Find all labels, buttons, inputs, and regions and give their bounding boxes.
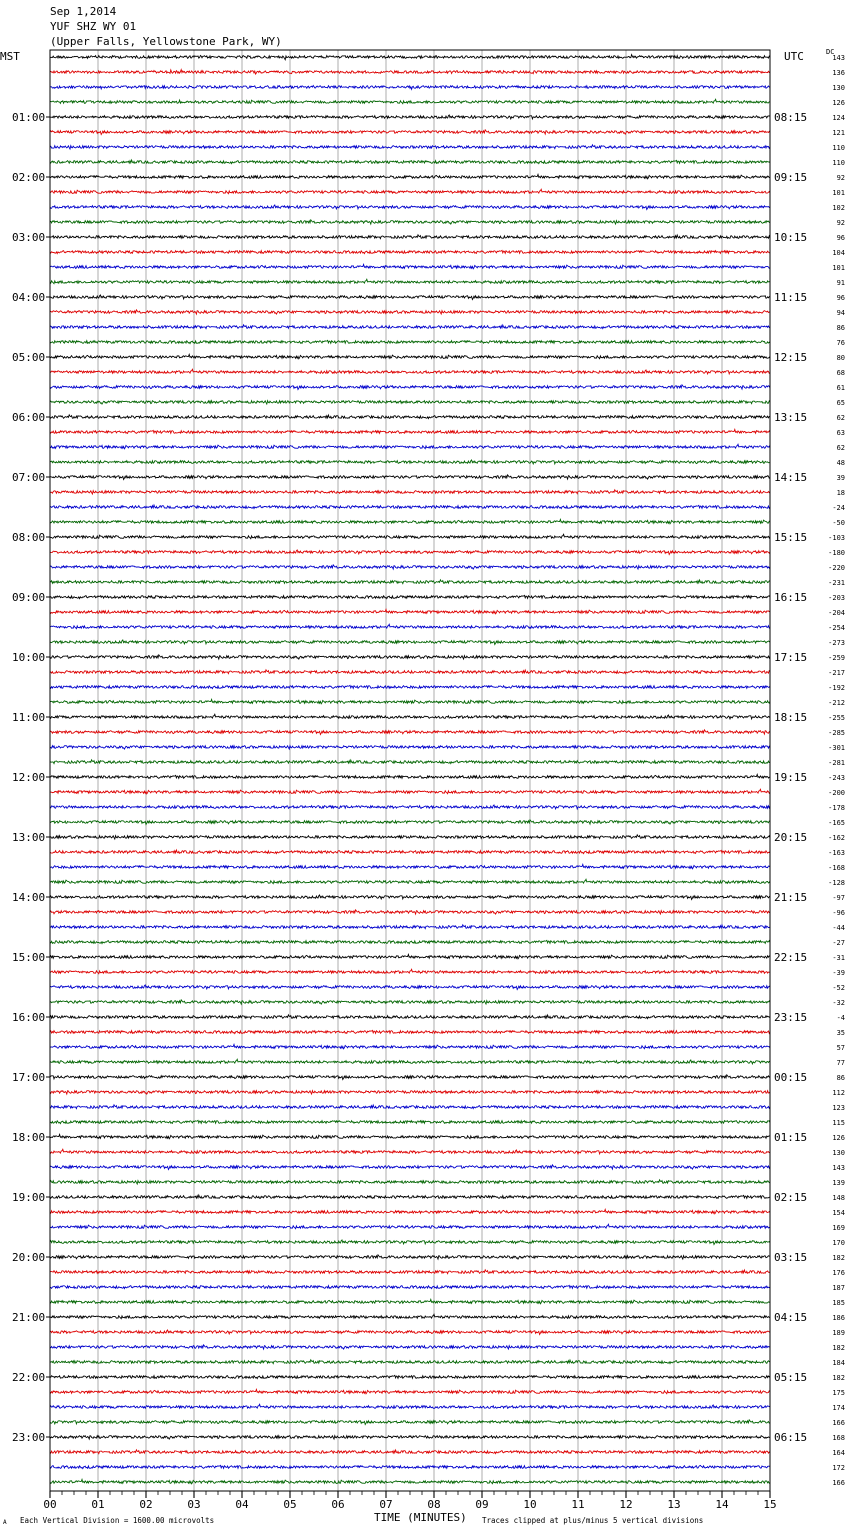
trace-row — [50, 580, 770, 584]
dc-offset-value: -212 — [828, 699, 845, 707]
clip-note: Traces clipped at plus/minus 5 vertical divisions — [482, 1516, 704, 1525]
dc-offset-value: 86 — [836, 324, 845, 332]
trace-row — [50, 429, 770, 433]
dc-offset-value: -281 — [828, 759, 845, 767]
trace-row — [50, 205, 770, 210]
trace-row — [50, 460, 770, 464]
trace-row — [50, 1465, 770, 1468]
trace-row — [50, 640, 770, 645]
x-tick-label: 04 — [235, 1498, 249, 1511]
mst-hour-label: 03:00 — [12, 231, 46, 244]
mst-hour-label: 09:00 — [12, 591, 46, 604]
trace-row — [50, 1270, 770, 1274]
left-timezone-label: MST — [0, 50, 20, 63]
trace-row — [50, 1285, 770, 1288]
dc-offset-value: 126 — [832, 1134, 845, 1142]
trace-row — [50, 864, 770, 868]
dc-offset-value: 184 — [832, 1359, 845, 1367]
dc-offset-value: -4 — [836, 1014, 845, 1022]
trace-row — [50, 1015, 770, 1019]
trace-row — [50, 699, 770, 703]
trace-row — [50, 850, 770, 854]
dc-offset-value: 115 — [832, 1119, 845, 1127]
mst-hour-label: 10:00 — [12, 651, 46, 664]
trace-row — [50, 1165, 770, 1170]
dc-offset-value: 94 — [836, 309, 845, 317]
utc-hour-label: 02:15 — [774, 1191, 808, 1204]
mst-hour-label: 22:00 — [12, 1371, 46, 1384]
mst-hour-label: 07:00 — [12, 471, 46, 484]
trace-row — [50, 1044, 770, 1048]
utc-hour-label: 03:15 — [774, 1251, 808, 1264]
utc-hour-label: 00:15 — [774, 1071, 808, 1084]
trace-row — [50, 1240, 770, 1245]
x-tick-label: 03 — [187, 1498, 201, 1511]
x-tick-label: 00 — [43, 1498, 57, 1511]
dc-offset-value: -285 — [828, 729, 845, 737]
trace-row — [50, 115, 770, 119]
dc-offset-value: 48 — [836, 459, 845, 467]
dc-offset-value: -192 — [828, 684, 845, 692]
mst-hour-label: 05:00 — [12, 351, 46, 364]
trace-row — [50, 925, 770, 929]
dc-offset-value: 126 — [832, 99, 845, 107]
trace-row — [50, 250, 770, 253]
trace-row — [50, 401, 770, 404]
trace-row — [50, 505, 770, 509]
trace-row — [50, 490, 770, 494]
utc-hour-label: 16:15 — [774, 591, 808, 604]
trace-row — [50, 969, 770, 973]
utc-hour-label: 18:15 — [774, 711, 808, 724]
trace-row — [50, 1075, 770, 1080]
trace-row — [50, 1149, 770, 1154]
utc-hour-label: 08:15 — [774, 111, 808, 124]
trace-row — [50, 1091, 770, 1094]
trace-row — [50, 1000, 770, 1004]
trace-row — [50, 1420, 770, 1425]
trace-row — [50, 1314, 770, 1318]
dc-offset-value: -32 — [832, 999, 845, 1007]
x-tick-label: 12 — [619, 1498, 633, 1511]
x-tick-label: 07 — [379, 1498, 393, 1511]
dc-offset-value: 170 — [832, 1239, 845, 1247]
trace-row — [50, 264, 770, 268]
utc-hour-label: 15:15 — [774, 531, 808, 544]
dc-offset-value: -259 — [828, 654, 845, 662]
trace-row — [50, 954, 770, 958]
utc-hour-label: 09:15 — [774, 171, 808, 184]
dc-offset-value: -31 — [832, 954, 845, 962]
utc-hour-label: 06:15 — [774, 1431, 808, 1444]
utc-hour-label: 10:15 — [774, 231, 808, 244]
dc-offset-value: -52 — [832, 984, 845, 992]
dc-offset-value: 166 — [832, 1479, 845, 1487]
trace-row — [50, 1224, 770, 1228]
trace-row — [50, 1059, 770, 1064]
dc-offset-value: -220 — [828, 564, 845, 572]
trace-row — [50, 879, 770, 883]
dc-offset-value: 92 — [836, 219, 845, 227]
mst-hour-label: 14:00 — [12, 891, 46, 904]
trace-row — [50, 1120, 770, 1123]
dc-offset-value: 182 — [832, 1374, 845, 1382]
dc-offset-value: -203 — [828, 594, 845, 602]
dc-offset-value: 101 — [832, 189, 845, 197]
trace-row — [50, 130, 770, 135]
station-location: (Upper Falls, Yellowstone Park, WY) — [50, 35, 282, 48]
trace-row — [50, 1134, 770, 1138]
dc-offset-value: 35 — [836, 1029, 845, 1037]
dc-offset-value: -273 — [828, 639, 845, 647]
trace-row — [50, 160, 770, 164]
trace-row — [50, 189, 770, 193]
mst-hour-label: 06:00 — [12, 411, 46, 424]
trace-row — [50, 1375, 770, 1378]
trace-row — [50, 519, 770, 523]
trace-row — [50, 369, 770, 374]
utc-hour-label: 13:15 — [774, 411, 808, 424]
trace-row — [50, 475, 770, 480]
utc-hour-label: 12:15 — [774, 351, 808, 364]
dc-offset-value: 175 — [832, 1389, 845, 1397]
dc-offset-value: 136 — [832, 69, 845, 77]
x-tick-label: 14 — [715, 1498, 729, 1511]
trace-row — [50, 820, 770, 825]
dc-offset-value: 39 — [836, 474, 845, 482]
dc-offset-value: 63 — [836, 429, 845, 437]
trace-row — [50, 70, 770, 75]
dc-offset-value: 148 — [832, 1194, 845, 1202]
utc-hour-label: 20:15 — [774, 831, 808, 844]
trace-row — [50, 325, 770, 329]
dc-offset-value: -178 — [828, 804, 845, 812]
utc-hour-label: 22:15 — [774, 951, 808, 964]
dc-offset-value: 182 — [832, 1344, 845, 1352]
mst-hour-label: 20:00 — [12, 1251, 46, 1264]
dc-offset-value: 174 — [832, 1404, 845, 1412]
dc-offset-value: 121 — [832, 129, 845, 137]
trace-row — [50, 220, 770, 224]
dc-offset-value: -162 — [828, 834, 845, 842]
mst-hour-label: 19:00 — [12, 1191, 46, 1204]
x-tick-label: 08 — [427, 1498, 441, 1511]
dc-offset-value: 92 — [836, 174, 845, 182]
trace-row — [50, 1404, 770, 1408]
utc-hour-label: 11:15 — [774, 291, 808, 304]
seismic-traces — [50, 55, 770, 1484]
dc-offset-value: -96 — [832, 909, 845, 917]
x-tick-label: 01 — [91, 1498, 105, 1511]
dc-offset-value: -168 — [828, 864, 845, 872]
dc-offset-value: 187 — [832, 1284, 845, 1292]
mst-hour-label: 23:00 — [12, 1431, 46, 1444]
time-axis — [43, 1491, 776, 1511]
corner-mark: A — [3, 1519, 7, 1526]
trace-row — [50, 1209, 770, 1213]
trace-row — [50, 1330, 770, 1335]
trace-row — [50, 985, 770, 990]
dc-offset-value: 86 — [836, 1074, 845, 1082]
x-tick-label: 09 — [475, 1498, 489, 1511]
utc-hour-label: 23:15 — [774, 1011, 808, 1024]
utc-hour-label: 01:15 — [774, 1131, 808, 1144]
dc-offset-value: -255 — [828, 714, 845, 722]
trace-row — [50, 595, 770, 598]
dc-offset-value: -50 — [832, 519, 845, 527]
x-axis-title: TIME (MINUTES) — [374, 1511, 467, 1524]
utc-hour-label: 17:15 — [774, 651, 808, 664]
dc-offset-value: 62 — [836, 414, 845, 422]
trace-row — [50, 1345, 770, 1349]
trace-row — [50, 910, 770, 914]
dc-offset-value: -163 — [828, 849, 845, 857]
trace-row — [50, 895, 770, 900]
trace-row — [50, 1255, 770, 1259]
dc-offset-value: -97 — [832, 894, 845, 902]
utc-hour-label: 04:15 — [774, 1311, 808, 1324]
dc-offset-value: 143 — [832, 1164, 845, 1172]
dc-offset-value: 169 — [832, 1224, 845, 1232]
mst-hour-label: 04:00 — [12, 291, 46, 304]
trace-row — [50, 746, 770, 749]
dc-offset-value: -165 — [828, 819, 845, 827]
scale-note: Each Vertical Division = 1600.00 microvolts — [20, 1516, 215, 1525]
trace-row — [50, 1360, 770, 1364]
trace-row — [50, 805, 770, 809]
x-tick-label: 02 — [139, 1498, 153, 1511]
trace-row — [50, 99, 770, 103]
trace-row — [50, 174, 770, 178]
trace-row — [50, 534, 770, 538]
mst-hour-label: 11:00 — [12, 711, 46, 724]
trace-row — [50, 1105, 770, 1109]
dc-offset-value: 143 — [832, 54, 845, 62]
dc-offset-value: -103 — [828, 534, 845, 542]
mst-hour-label: 21:00 — [12, 1311, 46, 1324]
trace-row — [50, 86, 770, 90]
trace-row — [50, 774, 770, 778]
trace-row — [50, 685, 770, 688]
dc-offset-value: 164 — [832, 1449, 845, 1457]
trace-row — [50, 340, 770, 343]
dc-offset-value: -44 — [832, 924, 845, 932]
dc-offset-value: 104 — [832, 249, 845, 257]
mst-hour-label: 12:00 — [12, 771, 46, 784]
mst-hour-label: 13:00 — [12, 831, 46, 844]
dc-offset-value: -204 — [828, 609, 845, 617]
mst-hour-label: 01:00 — [12, 111, 46, 124]
trace-row — [50, 1180, 770, 1184]
dc-offset-value: 65 — [836, 399, 845, 407]
dc-offset-value: 154 — [832, 1209, 845, 1217]
dc-offset-value: 168 — [832, 1434, 845, 1442]
utc-hour-label: 19:15 — [774, 771, 808, 784]
dc-offset-value: -217 — [828, 669, 845, 677]
dc-offset-value: 172 — [832, 1464, 845, 1472]
dc-offset-value: -128 — [828, 879, 845, 887]
trace-row — [50, 235, 770, 239]
utc-hour-label: 05:15 — [774, 1371, 808, 1384]
dc-offset-value: 112 — [832, 1089, 845, 1097]
dc-offset-value: 18 — [836, 489, 845, 497]
trace-row — [50, 1195, 770, 1199]
trace-row — [50, 295, 770, 300]
dc-offset-value: 57 — [836, 1044, 845, 1052]
dc-offset-value: 130 — [832, 1149, 845, 1157]
trace-row — [50, 1299, 770, 1303]
dc-offset-value: 130 — [832, 84, 845, 92]
mst-hour-label: 16:00 — [12, 1011, 46, 1024]
trace-row — [50, 835, 770, 839]
utc-hour-label: 21:15 — [774, 891, 808, 904]
dc-offset-value: -243 — [828, 774, 845, 782]
dc-offset-value: 61 — [836, 384, 845, 392]
dc-column-label: DC — [826, 48, 835, 56]
dc-offset-value: -254 — [828, 624, 845, 632]
x-tick-label: 11 — [571, 1498, 585, 1511]
dc-offset-value: -180 — [828, 549, 845, 557]
trace-row — [50, 624, 770, 628]
trace-row — [50, 565, 770, 569]
dc-offset-value: 139 — [832, 1179, 845, 1187]
dc-offset-value: 96 — [836, 294, 845, 302]
dc-offset-value: 102 — [832, 204, 845, 212]
dc-offset-value: 186 — [832, 1314, 845, 1322]
dc-offset-value: -231 — [828, 579, 845, 587]
trace-row — [50, 444, 770, 449]
dc-offset-value: 176 — [832, 1269, 845, 1277]
station-code: YUF SHZ WY 01 — [50, 20, 137, 33]
trace-row — [50, 655, 770, 659]
trace-row — [50, 415, 770, 419]
plot-date: Sep 1,2014 — [50, 5, 117, 18]
trace-row — [50, 730, 770, 735]
trace-row — [50, 279, 770, 283]
dc-offset-value: 80 — [836, 354, 845, 362]
dc-offset-value: 166 — [832, 1419, 845, 1427]
dc-offset-value: -200 — [828, 789, 845, 797]
dc-offset-value: 123 — [832, 1104, 845, 1112]
x-tick-label: 05 — [283, 1498, 297, 1511]
dc-offset-labels — [828, 54, 845, 1487]
dc-offset-value: 101 — [832, 264, 845, 272]
x-tick-label: 15 — [763, 1498, 777, 1511]
dc-offset-value: 185 — [832, 1299, 845, 1307]
dc-offset-value: -27 — [832, 939, 845, 947]
x-tick-label: 06 — [331, 1498, 345, 1511]
right-timezone-label: UTC — [784, 50, 804, 63]
trace-row — [50, 1389, 770, 1393]
dc-offset-value: 110 — [832, 144, 845, 152]
dc-offset-value: 124 — [832, 114, 845, 122]
trace-row — [50, 1479, 770, 1483]
trace-row — [50, 609, 770, 613]
mst-hour-label: 17:00 — [12, 1071, 46, 1084]
utc-hour-label: 14:15 — [774, 471, 808, 484]
mst-hour-label: 08:00 — [12, 531, 46, 544]
trace-row — [50, 714, 770, 719]
dc-offset-value: 189 — [832, 1329, 845, 1337]
trace-row — [50, 760, 770, 764]
trace-row — [50, 55, 770, 60]
trace-row — [50, 310, 770, 314]
trace-row — [50, 1030, 770, 1033]
dc-offset-value: 77 — [836, 1059, 845, 1067]
dc-offset-value: -39 — [832, 969, 845, 977]
dc-offset-value: 96 — [836, 234, 845, 242]
trace-row — [50, 789, 770, 794]
trace-row — [50, 670, 770, 674]
dc-offset-value: 68 — [836, 369, 845, 377]
trace-row — [50, 1436, 770, 1439]
x-tick-label: 13 — [667, 1498, 681, 1511]
mst-hour-label: 18:00 — [12, 1131, 46, 1144]
trace-row — [50, 385, 770, 390]
dc-offset-value: 110 — [832, 159, 845, 167]
dc-offset-value: 182 — [832, 1254, 845, 1262]
trace-row — [50, 1450, 770, 1454]
dc-offset-value: 62 — [836, 444, 845, 452]
dc-offset-value: -301 — [828, 744, 845, 752]
mst-hour-label: 02:00 — [12, 171, 46, 184]
trace-row — [50, 354, 770, 358]
trace-row — [50, 550, 770, 555]
dc-offset-value: -24 — [832, 504, 845, 512]
mst-hour-label: 15:00 — [12, 951, 46, 964]
trace-row — [50, 940, 770, 943]
dc-offset-value: 91 — [836, 279, 845, 287]
dc-offset-value: 76 — [836, 339, 845, 347]
trace-row — [50, 145, 770, 149]
x-tick-label: 10 — [523, 1498, 537, 1511]
